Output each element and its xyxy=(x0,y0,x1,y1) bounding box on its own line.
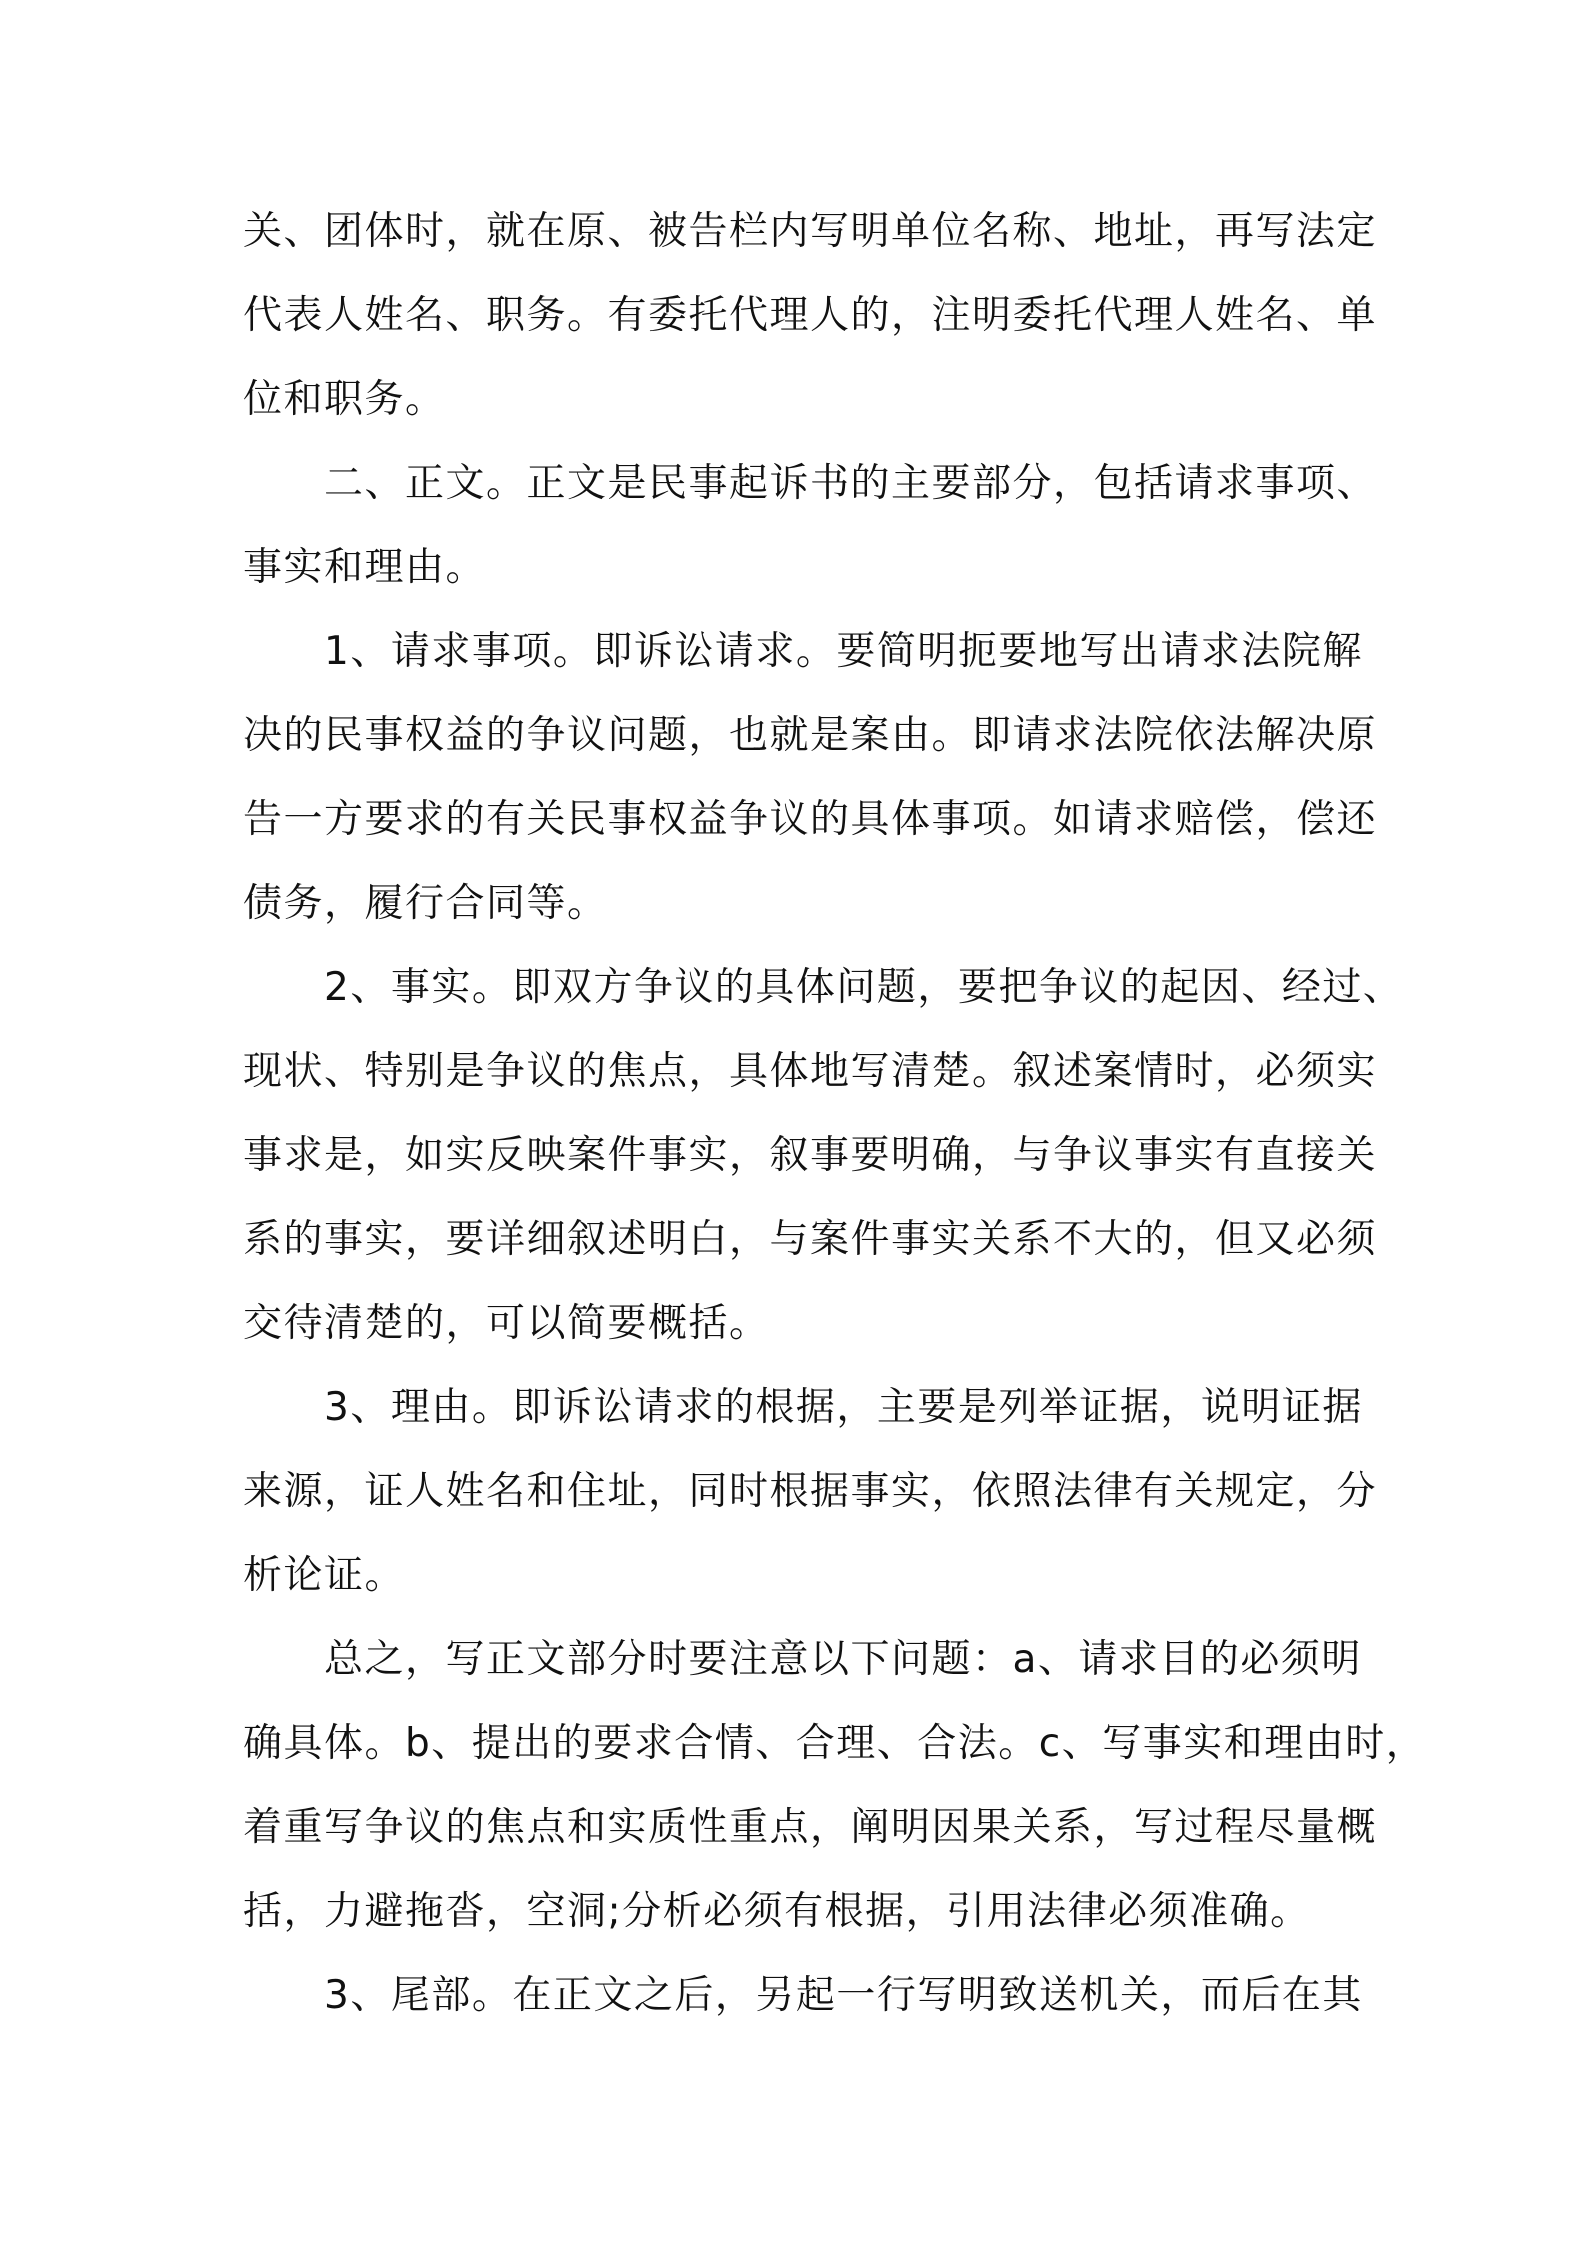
text-line: 3、理由。即诉讼请求的根据，主要是列举证据，说明证据 xyxy=(324,1385,1363,1430)
text-line: 决的民事权益的争议问题，也就是案由。即请求法院依法解决原 xyxy=(243,713,1378,758)
text-line: 来源，证人姓名和住址，同时根据事实，依照法律有关规定，分 xyxy=(243,1469,1378,1514)
text-line: 着重写争议的焦点和实质性重点，阐明因果关系，写过程尽量概 xyxy=(243,1805,1378,1850)
text-line: 括，力避拖沓，空洞;分析必须有根据，引用法律必须准确。 xyxy=(243,1889,1311,1934)
text-line: 债务，履行合同等。 xyxy=(243,881,608,926)
text-line: 确具体。b、提出的要求合情、合理、合法。c、写事实和理由时， xyxy=(243,1721,1427,1766)
text-line: 代表人姓名、职务。有委托代理人的，注明委托代理人姓名、单 xyxy=(243,293,1378,338)
text-line: 析论证。 xyxy=(243,1553,406,1598)
document-body xyxy=(243,190,1427,2038)
text-line: 告一方要求的有关民事权益争议的具体事项。如请求赔偿，偿还 xyxy=(243,797,1378,842)
text-line: 事实和理由。 xyxy=(243,545,487,590)
text-line: 关、团体时，就在原、被告栏内写明单位名称、地址，再写法定 xyxy=(243,209,1378,254)
text-line: 事求是，如实反映案件事实，叙事要明确，与争议事实有直接关 xyxy=(243,1133,1378,1178)
text-line: 系的事实，要详细叙述明白，与案件事实关系不大的，但又必须 xyxy=(243,1217,1378,1262)
text-line: 位和职务。 xyxy=(243,377,446,422)
text-line: 1、请求事项。即诉讼请求。要简明扼要地写出请求法院解 xyxy=(324,629,1363,674)
text-line: 2、事实。即双方争议的具体问题，要把争议的起因、经过、 xyxy=(324,965,1404,1010)
text-line: 3、尾部。在正文之后，另起一行写明致送机关，而后在其 xyxy=(324,1973,1363,2018)
text-line: 总之，写正文部分时要注意以下问题：a、请求目的必须明 xyxy=(324,1637,1362,1682)
text-line: 二、正文。正文是民事起诉书的主要部分，包括请求事项、 xyxy=(324,461,1378,506)
document-page xyxy=(243,190,1427,2038)
text-line: 交待清楚的，可以简要概括。 xyxy=(243,1301,770,1346)
text-line: 现状、特别是争议的焦点，具体地写清楚。叙述案情时，必须实 xyxy=(243,1049,1378,1094)
